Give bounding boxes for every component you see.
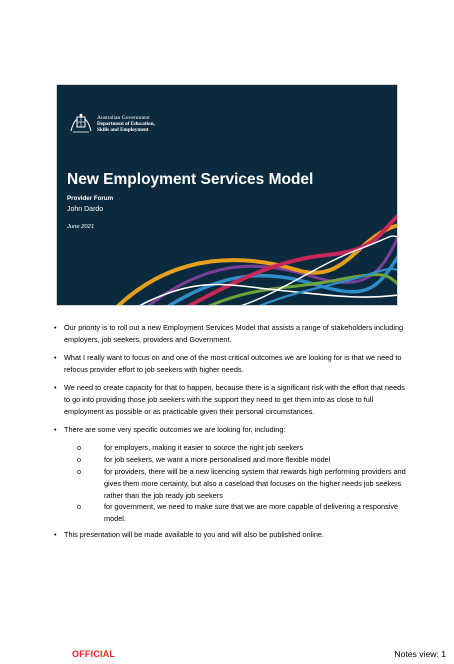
coat-of-arms-icon — [69, 113, 93, 135]
notes-bullet: • This presentation will be made available to you and will also be published online. — [54, 529, 406, 541]
speaker-notes — [54, 322, 406, 547]
presenter-name: John Dardo — [67, 206, 104, 213]
sub-marker: o — [77, 502, 82, 512]
page-label: Notes view: 1 — [394, 649, 446, 659]
sub-item-text: for government, we need to make sure that we are more capable of delivering a responsive model. — [104, 502, 399, 524]
gov-line-1: Australian Government — [97, 115, 150, 121]
sub-item — [54, 501, 406, 525]
slide-date: June 2021 — [67, 224, 95, 230]
sub-item-text: for providers, there will be a new licencing system that rewards high performing providers and gives them more certainty, but also a caseload that focuses on the higher needs job seekers rather than the job ready job seekers — [104, 466, 406, 500]
notes-bullet: • We need to create capacity for that to happen, because there is a significant risk with the effort that needs to go into providing those job seekers with the support they need to get them into as close to full employment as possible or as practicable given their personal circumstances. — [54, 382, 406, 417]
slide-thumbnail — [56, 84, 398, 306]
sub-marker: o — [77, 466, 82, 476]
sub-marker: o — [77, 443, 82, 453]
slide-title: New Employment Services Model — [67, 171, 314, 188]
notes-bullet: • What I really want to focus on and one of the most critical outcomes we are looking for is that we need to refocus provider effort to job seekers with higher needs. — [54, 352, 406, 376]
government-logo — [69, 113, 179, 139]
notes-bullet: • Our priority is to roll out a new Employment Services Model that assists a range of stakeholders including employers, job seekers, providers and Government. — [54, 322, 406, 346]
slide-subtitle: Provider Forum — [67, 195, 114, 202]
gov-line-2: Department of Education, — [97, 121, 155, 128]
sub-item — [54, 442, 406, 454]
sub-item — [54, 466, 406, 501]
gov-line-3: Skills and Employment — [97, 127, 149, 134]
department-name — [97, 115, 155, 134]
outcomes-sublist — [54, 442, 406, 525]
security-classification: OFFICIAL — [72, 649, 116, 659]
sub-item-text: for employers, making it easier to source the right job seekers — [104, 443, 304, 453]
notes-bullet: • There are some very specific outcomes we are looking for, including: — [54, 424, 406, 436]
sub-item-text: for job seekers, we want a more personalised and more flexible model — [104, 455, 331, 465]
sub-marker: o — [77, 455, 82, 465]
sub-item — [54, 454, 406, 466]
